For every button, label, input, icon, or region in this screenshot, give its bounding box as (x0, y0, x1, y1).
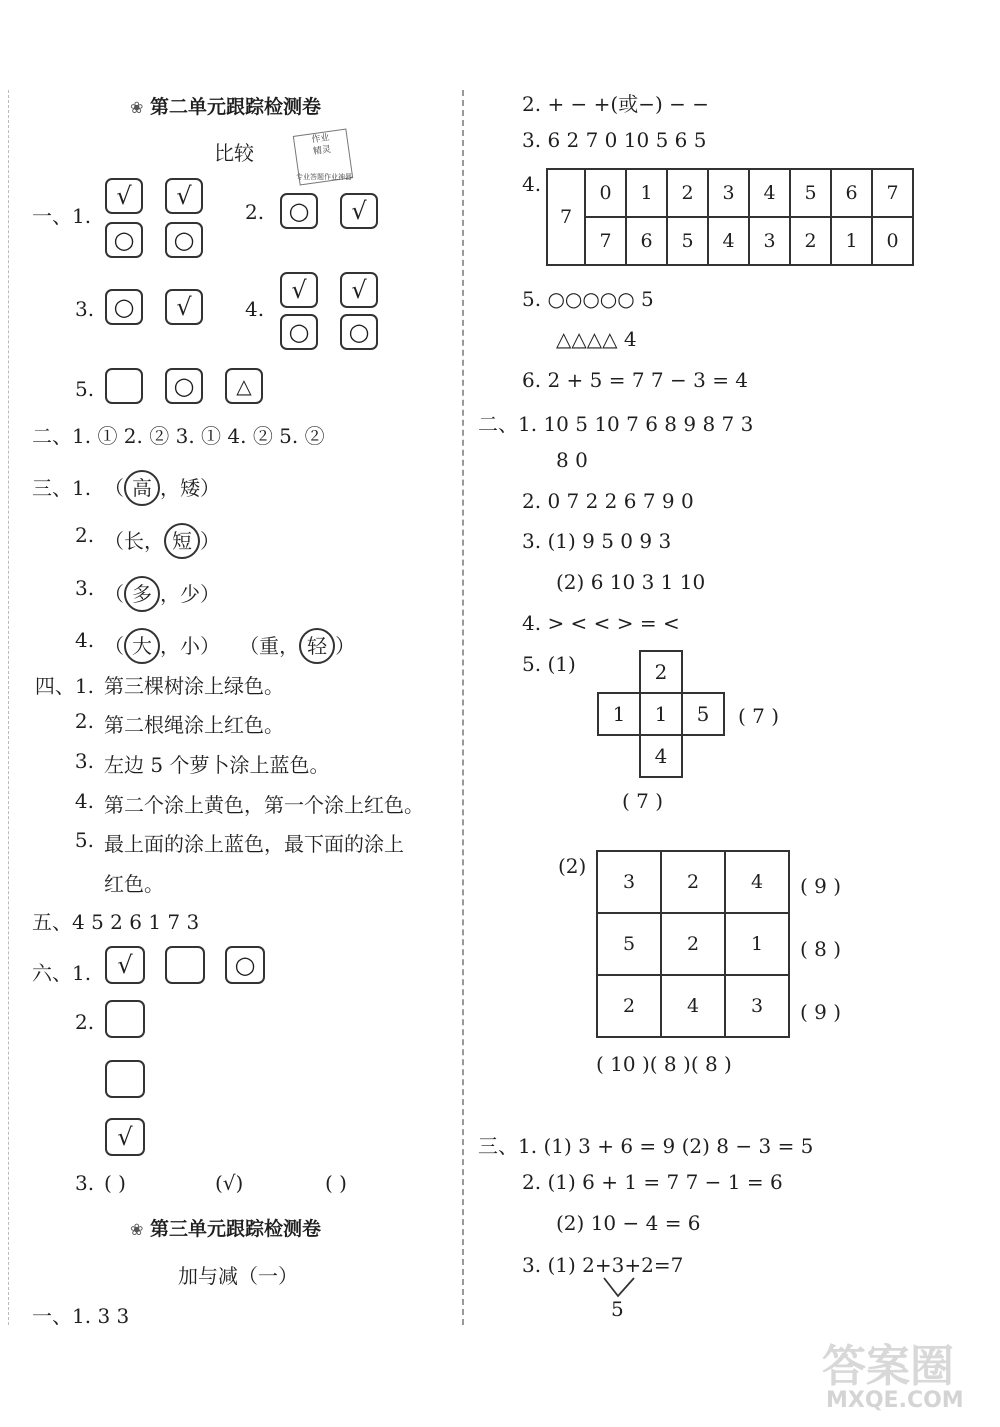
grid-cell: 5 (597, 913, 661, 975)
s2-q5-label: 5. (1) (522, 652, 576, 676)
paw-icon: ❀ (130, 1220, 144, 1239)
check-box: √ (105, 1118, 145, 1156)
q1-3-label: 3. (75, 297, 95, 321)
check-box: √ (280, 272, 318, 308)
s2-q1b: 8 0 (556, 448, 588, 472)
q5-answers: 五、4 5 2 6 1 7 3 (32, 910, 200, 934)
q3-4-answer: （ 大 ，小） （重， 轻 ） (104, 628, 355, 664)
q6-2-label: 2. (75, 1010, 95, 1034)
unit3-subtitle: 加与减（一） (178, 1264, 298, 1288)
triangle-box: △ (225, 368, 263, 404)
empty-box (105, 1000, 145, 1038)
unit2-subtitle: 比较 (214, 141, 254, 165)
cross-cell-bottom: 4 (639, 734, 683, 778)
table-cell: 0 (585, 169, 626, 217)
column-divider (462, 90, 464, 1325)
s3-q2a: 2. (1) 6 + 1 = 7 7 − 1 = 6 (522, 1170, 783, 1194)
q4-1-text: 第三棵树涂上绿色。 (104, 674, 284, 698)
circle-box: ○ (105, 222, 143, 258)
cross-answer-right: ( 7 ) (738, 704, 780, 728)
watermark-url: MXQE.COM (826, 1388, 964, 1413)
circled-answer: 轻 (299, 628, 335, 664)
table-cell: 3 (749, 217, 790, 265)
circle-box: ○ (165, 368, 203, 404)
s2-q1a: 二、1. 10 5 10 7 6 8 9 8 7 3 (478, 412, 754, 436)
check-box: √ (165, 178, 203, 214)
s2-q2: 2. 0 7 2 2 6 7 9 0 (522, 489, 694, 513)
circle-box: ○ (280, 193, 318, 229)
grid-row-answer: ( 9 ) (800, 1000, 842, 1024)
grid-cell: 4 (661, 975, 725, 1037)
q3-2-label: 2. (75, 523, 95, 547)
q3-1-answer: （ 高 ，矮） (104, 472, 220, 506)
q4-5-label: 5. (74, 828, 94, 852)
q4-5-text-cont: 红色。 (104, 872, 164, 896)
q4-4-text: 第二个涂上黄色，第一个涂上红色。 (104, 793, 424, 817)
stamp-logo: 作业 精灵 (293, 128, 353, 185)
watermark-logo: 答案圈 (822, 1341, 954, 1392)
empty-box (165, 946, 205, 984)
cross-cell-top: 2 (639, 650, 683, 694)
r-q6: 6. 2 + 5 = 7 7 − 3 = 4 (522, 368, 749, 392)
s2-q5-2-label: (2) (558, 854, 587, 878)
table-cell: 2 (790, 217, 831, 265)
empty-box (105, 1060, 145, 1098)
cross-cell-right: 5 (681, 692, 725, 736)
left-margin-rule (8, 90, 9, 1325)
q4-3-label: 3. (74, 749, 94, 773)
circled-answer: 大 (124, 628, 160, 664)
grid-cell: 3 (597, 851, 661, 913)
circle-box: ○ (225, 946, 265, 984)
circle-box: ○ (105, 289, 143, 325)
table-cell: 2 (667, 169, 708, 217)
s3-q3-partial-sum: 5 (611, 1297, 624, 1321)
stamp-caption: 专业答题作业神器 (296, 173, 352, 181)
q6-3-blank-1: ( ) (104, 1171, 126, 1195)
circled-answer: 多 (124, 576, 160, 612)
check-box: √ (340, 193, 378, 229)
q1-2-label: 2. (245, 200, 265, 224)
r-q2: 2. + − +(或−) − − (522, 92, 710, 116)
grid-cell: 1 (725, 913, 789, 975)
table-cell: 7 (872, 169, 913, 217)
circle-box: ○ (280, 314, 318, 350)
table-cell: 4 (708, 217, 749, 265)
table-cell: 5 (667, 217, 708, 265)
grid-cell: 4 (725, 851, 789, 913)
check-box: √ (105, 178, 143, 214)
table-cell: 1 (831, 217, 872, 265)
magic-grid (596, 850, 790, 1038)
q4-4-label: 4. (74, 789, 94, 813)
grid-cell: 2 (661, 913, 725, 975)
r-q4-label: 4. (522, 172, 542, 196)
r-q5a: 5. ○○○○○ 5 (522, 287, 654, 311)
table-cell: 1 (626, 169, 667, 217)
q1-1-label: 一、1. (32, 204, 92, 228)
r-q4-table (546, 168, 914, 266)
r-q5b: △△△△ 4 (556, 327, 637, 351)
cross-answer-bottom: ( 7 ) (622, 789, 664, 813)
unit3-q1: 一、1. 3 3 (32, 1304, 130, 1328)
circle-box: ○ (165, 222, 203, 258)
check-box: √ (105, 946, 145, 984)
grid-cell: 2 (661, 851, 725, 913)
table-cell: 6 (831, 169, 872, 217)
check-box: √ (340, 272, 378, 308)
r-q3: 3. 6 2 7 0 10 5 6 5 (522, 128, 707, 152)
grid-row-answer: ( 9 ) (800, 874, 842, 898)
q4-5-text: 最上面的涂上蓝色，最下面的涂上 (104, 832, 404, 856)
q4-3-text: 左边 5 个萝卜涂上蓝色。 (104, 753, 330, 777)
s3-q3: 3. (1) 2+3+2=7 (522, 1253, 684, 1277)
grid-col-answers: ( 10 )( 8 )( 8 ) (596, 1052, 732, 1076)
grid-cell: 3 (725, 975, 789, 1037)
q3-3-answer: （ 多 ，少） (104, 576, 220, 612)
q6-3-label: 3. (75, 1171, 95, 1195)
q3-4-label: 4. (75, 628, 95, 652)
cross-cell-left: 1 (597, 692, 641, 736)
table-cell: 5 (790, 169, 831, 217)
circled-answer: 高 (124, 470, 160, 506)
q6-3-blank-3: ( ) (325, 1171, 347, 1195)
q1-5-label: 5. (75, 377, 95, 401)
table-cell: 3 (708, 169, 749, 217)
circle-box: ○ (340, 314, 378, 350)
empty-box (105, 368, 143, 404)
unit2-title: ❀ 第二单元跟踪检测卷 (130, 96, 322, 118)
table-cell: 7 (547, 169, 585, 265)
q3-2-answer: （长， 短 ） (104, 523, 220, 559)
q3-1-label: 三、1. (32, 476, 92, 500)
table-cell: 7 (585, 217, 626, 265)
q4-2-text: 第二根绳涂上红色。 (104, 713, 284, 737)
check-box: √ (165, 289, 203, 325)
table-cell: 4 (749, 169, 790, 217)
q2-answers: 二、1. ① 2. ② 3. ① 4. ② 5. ② (32, 424, 325, 448)
q6-1-label: 六、1. (32, 961, 92, 985)
unit3-title: ❀ 第三单元跟踪检测卷 (130, 1218, 322, 1240)
table-cell: 0 (872, 217, 913, 265)
q3-3-label: 3. (75, 576, 95, 600)
q6-3-blank-2: (√) (215, 1171, 244, 1195)
s2-q4: 4. > < < > = < (522, 611, 680, 635)
cross-cell-mid: 1 (639, 692, 683, 736)
s2-q3b: (2) 6 10 3 1 10 (556, 570, 706, 594)
circled-answer: 短 (164, 523, 200, 559)
s2-q3a: 3. (1) 9 5 0 9 3 (522, 529, 672, 553)
q4-2-label: 2. (74, 709, 94, 733)
q1-4-label: 4. (245, 297, 265, 321)
s3-q2b: (2) 10 − 4 = 6 (556, 1211, 701, 1235)
s3-q1: 三、1. (1) 3 + 6 = 9 (2) 8 − 3 = 5 (478, 1134, 814, 1158)
grid-cell: 2 (597, 975, 661, 1037)
paw-icon: ❀ (130, 98, 144, 117)
q4-1-label: 四、1. (34, 674, 94, 698)
grid-row-answer: ( 8 ) (800, 937, 842, 961)
table-cell: 6 (626, 217, 667, 265)
